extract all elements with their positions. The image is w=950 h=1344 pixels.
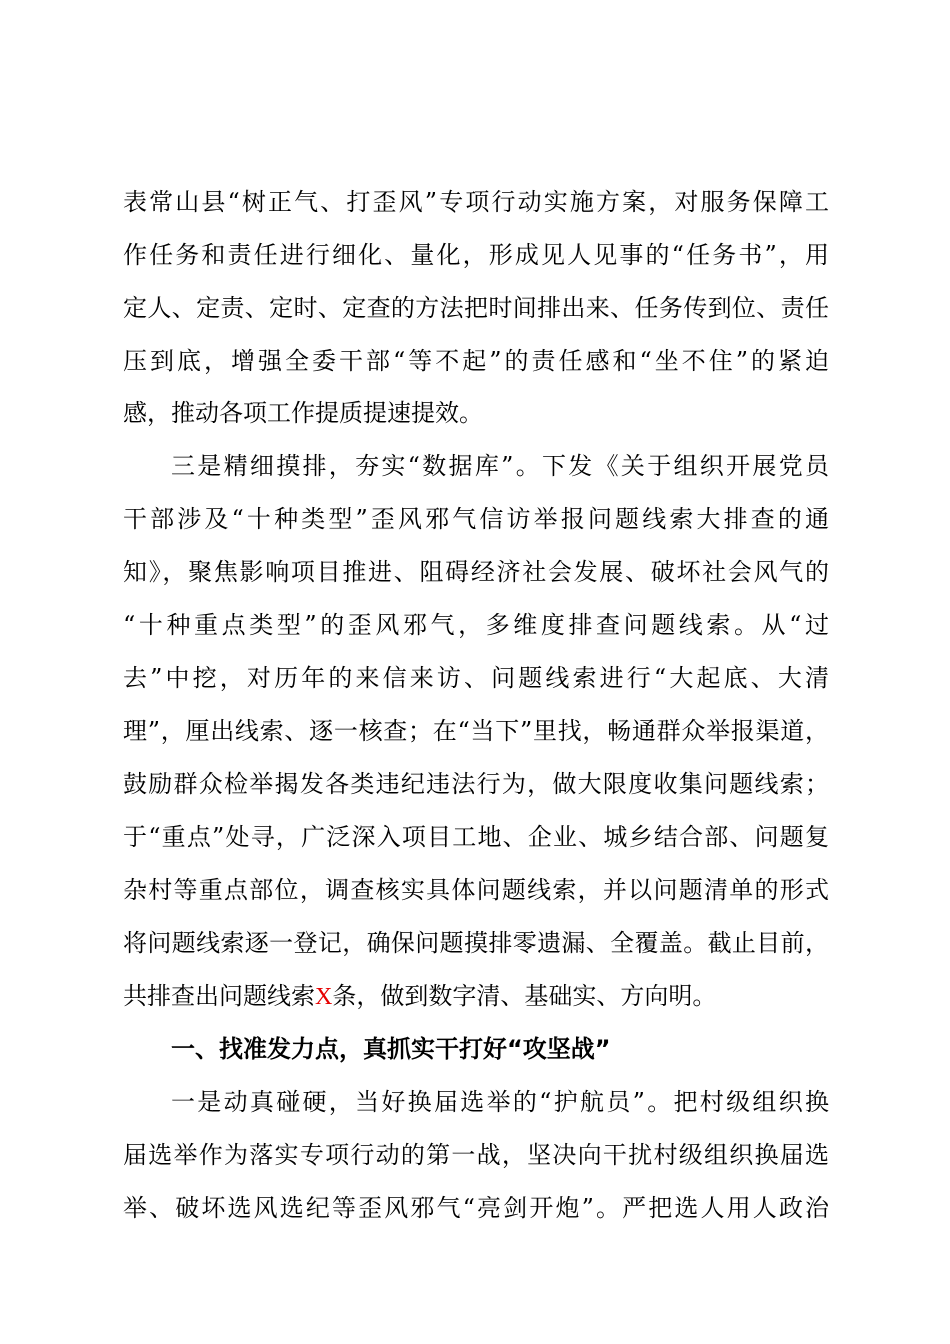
paragraph-2-line-11: [123, 981, 829, 1011]
paragraph-2-line-6: 理”，厘出线索、逐一核查；在“当下”里找，畅通群众举报渠道，: [123, 717, 829, 745]
paragraph-2-line-7: 鼓励群众检举揭发各类违纪违法行为，做大限度收集问题线索；: [123, 770, 829, 798]
paragraph-2-line-10: 将问题线索逐一登记，确保问题摸排零遗漏、全覆盖。截止目前，: [123, 929, 829, 957]
paragraph-1-line-4: 压到底，增强全委干部“等不起”的责任感和“坐不住”的紧迫: [123, 347, 829, 375]
paragraph-2-line-3: 知》，聚焦影响项目推进、阻碍经济社会发展、破坏社会风气的: [123, 558, 829, 586]
paragraph-1-line-3: 定人、定责、定时、定查的方法把时间排出来、任务传到位、责任: [123, 294, 829, 322]
section-heading: 一、找准发力点，真抓实干打好“攻坚战”: [171, 1035, 611, 1063]
paragraph-1-line-2: 作任务和责任进行细化、量化，形成见人见事的“任务书”，用: [123, 241, 829, 269]
paragraph-2-line-9: 杂村等重点部位，调查核实具体问题线索，并以问题清单的形式: [123, 876, 829, 904]
paragraph-2-line-5: 去”中挖，对历年的来信来访、问题线索进行“大起底、大清: [123, 664, 829, 692]
clue-count-prefix: 共排查出问题线索: [123, 982, 315, 1010]
paragraph-2-line-1: 三是精细摸排，夯实“数据库”。下发《关于组织开展党员: [171, 452, 829, 480]
paragraph-3-line-1: 一是动真碰硬，当好换届选举的“护航员”。把村级组织换: [171, 1088, 829, 1116]
paragraph-3-line-2: 届选举作为落实专项行动的第一战，坚决向干扰村级组织换届选: [123, 1141, 829, 1169]
clue-count-placeholder: X: [315, 984, 333, 1010]
paragraph-2-line-8: 于“重点”处寻，广泛深入项目工地、企业、城乡结合部、问题复: [123, 823, 829, 851]
paragraph-1-line-1: 表常山县“树正气、打歪风”专项行动实施方案，对服务保障工: [123, 188, 829, 216]
clue-count-suffix: 条，做到数字清、基础实、方向明。: [332, 982, 717, 1010]
paragraph-2-line-2: 干部涉及“十种类型”歪风邪气信访举报问题线索大排查的通: [123, 505, 829, 533]
paragraph-3-line-3: 举、破坏选风选纪等歪风邪气“亮剑开炮”。严把选人用人政治: [123, 1194, 829, 1222]
paragraph-2-line-4: “十种重点类型”的歪风邪气，多维度排查问题线索。从“过: [123, 611, 829, 639]
paragraph-1-line-5: 感，推动各项工作提质提速提效。: [123, 399, 483, 427]
